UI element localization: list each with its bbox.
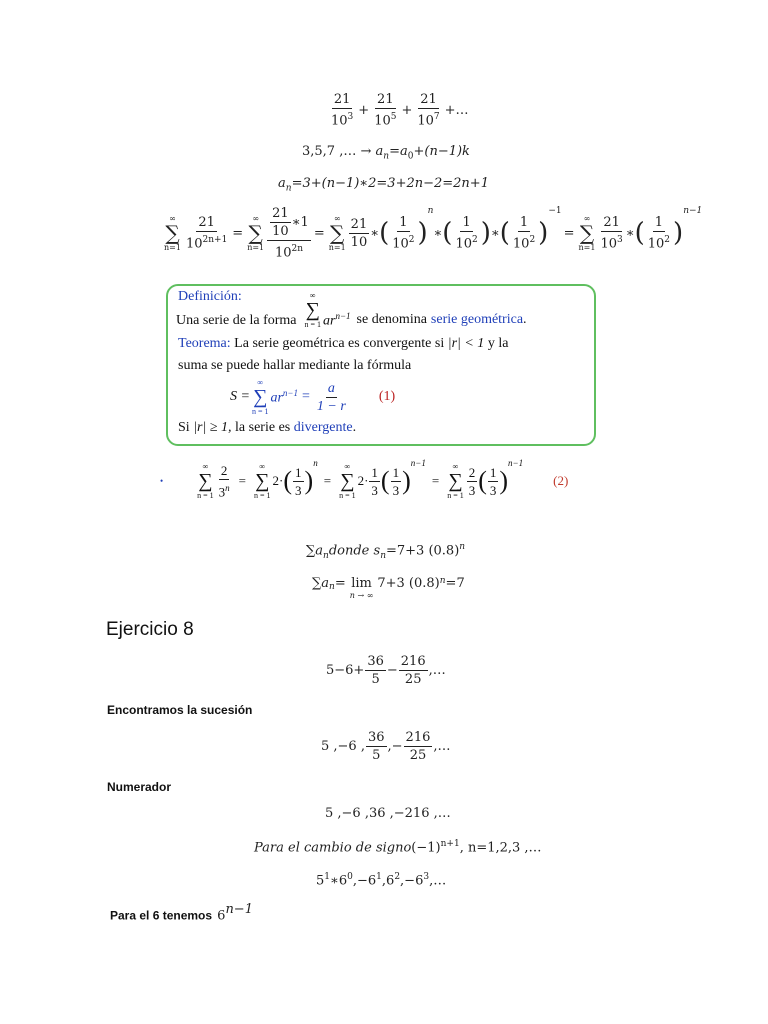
numerator-sequence: 5 ,−6 ,36 ,−216 ,…	[325, 806, 451, 821]
geometric-example-2: • ∞ ∑ n = 1 $\frac{2}{3^n}$ = ∞ ∑ n = 1 2 · ( $\frac{1}{3}$ ) n = ∞ ∑ n = 1 2 · $\frac{1}{3}$ ( $\frac{1}{3}$ ) n−1 = ∞ ∑ n = 1 $\frac{2}{3}$ ( $\frac{1}{3}$ ) n−1 (2)	[160, 458, 569, 500]
summation-symbol: ∞ ∑ n=1	[328, 214, 346, 253]
general-term-formula: $a_n=3+(n-1)∗2=3+2n-2=2n+1$	[278, 176, 489, 194]
sum-an-limit: ∑ a $_n$ = lim n → ∞ 7+3 (0.8) n =7	[312, 576, 465, 600]
denominator: $10^3$	[331, 112, 354, 129]
sequence-formula: 3,5,7 ,… → $a_n=a_0+(n-1)k$	[302, 144, 470, 162]
numerator: 21	[420, 92, 437, 107]
geometric-series-term: serie geométrica	[430, 312, 524, 328]
fraction	[329, 92, 355, 128]
divergence-text: Si |r| ≥ 1, la serie es divergente.	[178, 420, 357, 435]
six-power-line: Para el 6 tenemos $6^{n-1}$	[110, 902, 253, 924]
numerator: 21	[333, 92, 351, 107]
geometric-sum-formula: S = ∞ ∑ n = 1 $ar^{n-1}$ = $\frac{a}{1 - r}$ (1)	[230, 378, 396, 416]
sequence-terms: 5 ,−6 , $\frac{36}{5}$ ,− $\frac{216}{25}$ ,…	[321, 730, 451, 763]
fraction	[415, 92, 441, 128]
definition-title: Definición:	[178, 289, 242, 304]
summation-symbol: ∞ ∑ n = 1	[304, 291, 322, 330]
operator: +	[401, 102, 413, 118]
denominator: $10^7$	[417, 112, 440, 129]
powers-line: $5^1∗6^0,-6^1,6^2,-6^3,\dots$	[316, 872, 447, 889]
summation-symbol: ∞ ∑ n=1	[578, 214, 596, 253]
operator: +	[358, 102, 370, 118]
definition-box	[166, 284, 596, 446]
label-sucesion: Encontramos la sucesión	[107, 703, 253, 717]
fraction: $\frac{21}{10^{2n+1}}$	[185, 215, 228, 252]
ellipsis: +…	[444, 102, 469, 118]
sum-an-definition: $\sum a_ndonde$ $s_n=7+3$ $(0.8)^n$	[306, 542, 466, 561]
summation-symbol: ∞ ∑ n=1	[164, 214, 181, 253]
definition-text: Una serie de la forma ∞ ∑ n = 1 $ar^{n-1}$ se denomina serie geométrica .	[176, 291, 527, 330]
summation-symbol: ∞ ∑ n=1	[247, 214, 265, 253]
sign-change-line: Para el cambio de $signo(-1)^{n+1}$, n=1,2,3 ,…	[254, 839, 542, 856]
summation-derivation: ∞ ∑ n=1 $\frac{21}{10^{2n+1}}$ = ∞ ∑ n=1 $\frac{21}{10}$ ∗1 $10^{2n}$ = ∞ ∑ n=1 $\frac{21}{10}$ ∗ ( $\frac{1}{10^2}$ ) n ∗ ( $\frac{1}{10^2}$ ) ∗ ( $\frac{1}{10^2}$ ) −1 = ∞ ∑ n=1 $\frac{21}{10^3}$ ∗ ( $\frac{1}{10^2}$ ) n−1	[164, 206, 703, 261]
denominator: $10^5$	[374, 112, 397, 129]
compound-fraction: $\frac{21}{10}$ ∗1 $10^{2n}$	[267, 206, 311, 260]
summation-symbol: ∞ ∑ n = 1	[197, 462, 214, 500]
label-numerador: Numerador	[107, 780, 172, 794]
fraction: $\frac{21}{10}$	[350, 216, 368, 250]
series-line-1	[328, 92, 469, 128]
fraction: $\frac{21}{10^3}$	[600, 215, 623, 252]
exercise-heading: Ejercicio 8	[106, 619, 194, 640]
theorem-text-continued: suma se puede hallar mediante la fórmula	[178, 358, 412, 373]
numerator: 21	[377, 92, 394, 107]
exercise-series: 5−6+ $\frac{36}{5}$ − $\frac{216}{25}$ ,…	[326, 654, 446, 687]
theorem-text: Teorema: La serie geométrica es convergente si |r| < 1 y la	[178, 336, 509, 351]
fraction	[372, 92, 398, 128]
summation-symbol: ∞ ∑ n = 1	[251, 378, 269, 416]
